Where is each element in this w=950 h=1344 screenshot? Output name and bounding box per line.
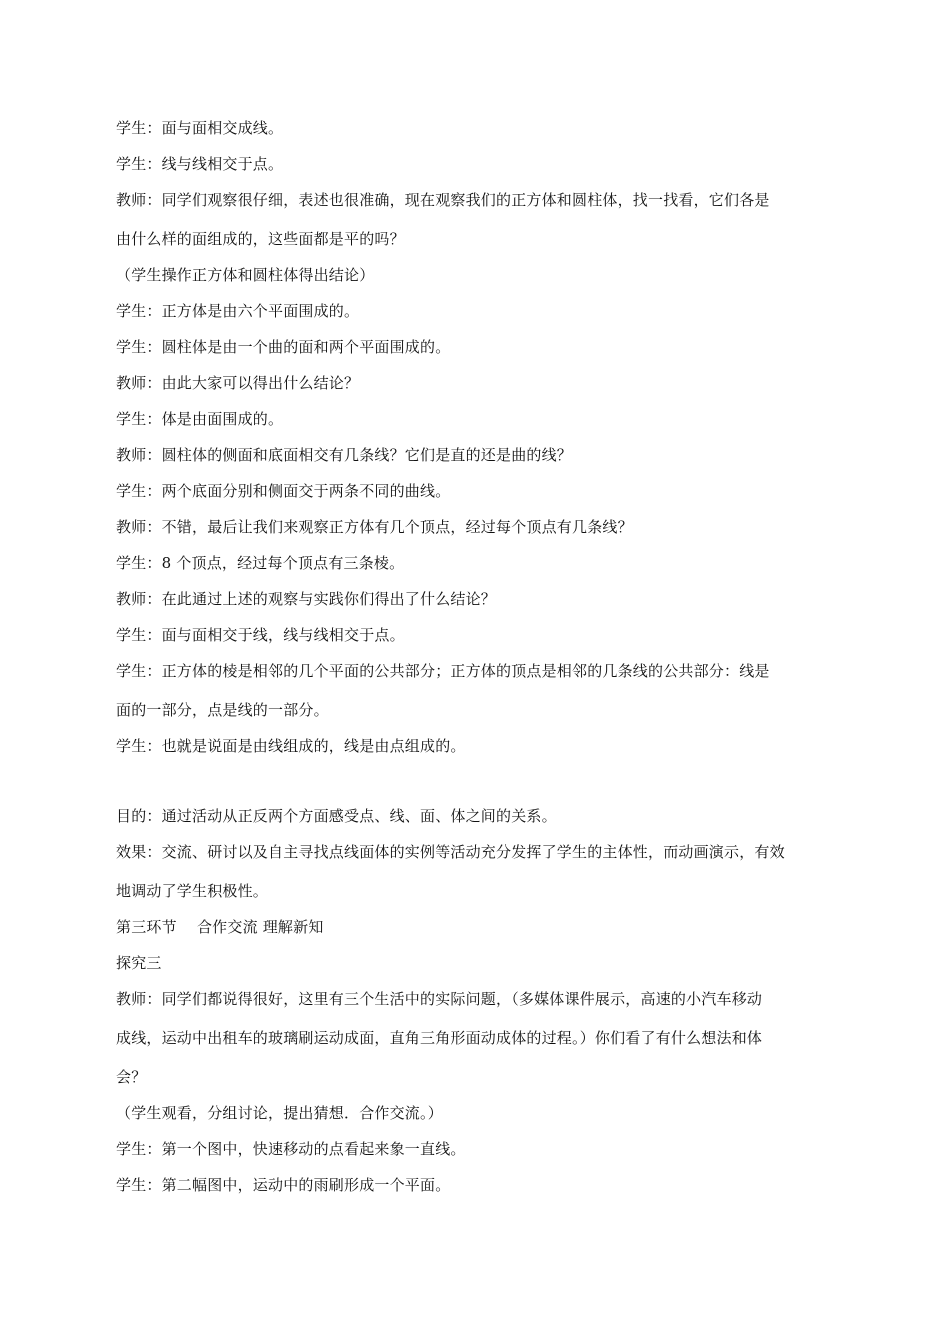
paragraph-line: 学生：也就是说面是由线组成的，线是由点组成的。 [116, 737, 466, 755]
paragraph-line: 效果：交流、研讨以及自主寻找点线面体的实例等活动充分发挥了学生的主体性，而动画演示，有效 [116, 843, 785, 861]
paragraph-line: 学生：两个底面分别和侧面交于两条不同的曲线。 [116, 482, 451, 500]
paragraph-line: 地调动了学生积极性。 [116, 882, 269, 900]
paragraph-line: 目的：通过活动从正反两个方面感受点、线、面、体之间的关系。 [116, 807, 557, 825]
paragraph-line: 学生：面与面相交成线。 [116, 119, 284, 137]
paragraph-line: 学生：正方体的棱是相邻的几个平面的公共部分；正方体的顶点是相邻的几条线的公共部分：线是 [116, 662, 770, 680]
paragraph-line: 学生：8 个顶点，经过每个顶点有三条棱。 [116, 554, 405, 572]
paragraph-line: 面的一部分，点是线的一部分。 [116, 701, 329, 719]
paragraph-line: 学生：面与面相交于线，线与线相交于点。 [116, 626, 405, 644]
paragraph-line: 学生：圆柱体是由一个曲的面和两个平面围成的。 [116, 338, 451, 356]
paragraph-line: 成线，运动中出租车的玻璃刷运动成面，直角三角形面动成体的过程。）你们看了有什么想法和体 [116, 1029, 763, 1047]
paragraph-line: 教师：圆柱体的侧面和底面相交有几条线？它们是直的还是曲的线？ [116, 446, 573, 464]
paragraph-line: 学生：正方体是由六个平面围成的。 [116, 302, 360, 320]
paragraph-line: 学生：第一个图中，快速移动的点看起来象一直线。 [116, 1140, 466, 1158]
paragraph-line: 教师：由此大家可以得出什么结论？ [116, 374, 360, 392]
paragraph-line: 由什么样的面组成的，这些面都是平的吗？ [116, 230, 405, 248]
paragraph-line: 学生：第二幅图中，运动中的雨刷形成一个平面。 [116, 1176, 451, 1194]
paragraph-line: 教师：不错，最后让我们来观察正方体有几个顶点，经过每个顶点有几条线？ [116, 518, 633, 536]
paragraph-line: 学生：体是由面围成的。 [116, 410, 284, 428]
paragraph-line: （学生操作正方体和圆柱体得出结论） [116, 266, 375, 284]
document-page [116, 118, 856, 1211]
paragraph-line: 教师：同学们都说得很好，这里有三个生活中的实际问题，（多媒体课件展示，高速的小汽车移动 [116, 990, 763, 1008]
paragraph-line: （学生观看，分组讨论，提出猜想．合作交流。） [116, 1104, 443, 1122]
paragraph-line: 学生：线与线相交于点。 [116, 155, 284, 173]
subsection-heading: 探究三 [116, 954, 162, 972]
paragraph-line: 会？ [116, 1068, 147, 1086]
paragraph-line: 教师：同学们观察很仔细，表述也很准确，现在观察我们的正方体和圆柱体，找一找看，它们各是 [116, 191, 770, 209]
paragraph-line: 教师：在此通过上述的观察与实践你们得出了什么结论？ [116, 590, 497, 608]
section-heading: 第三环节 合作交流 理解新知 [116, 918, 324, 936]
